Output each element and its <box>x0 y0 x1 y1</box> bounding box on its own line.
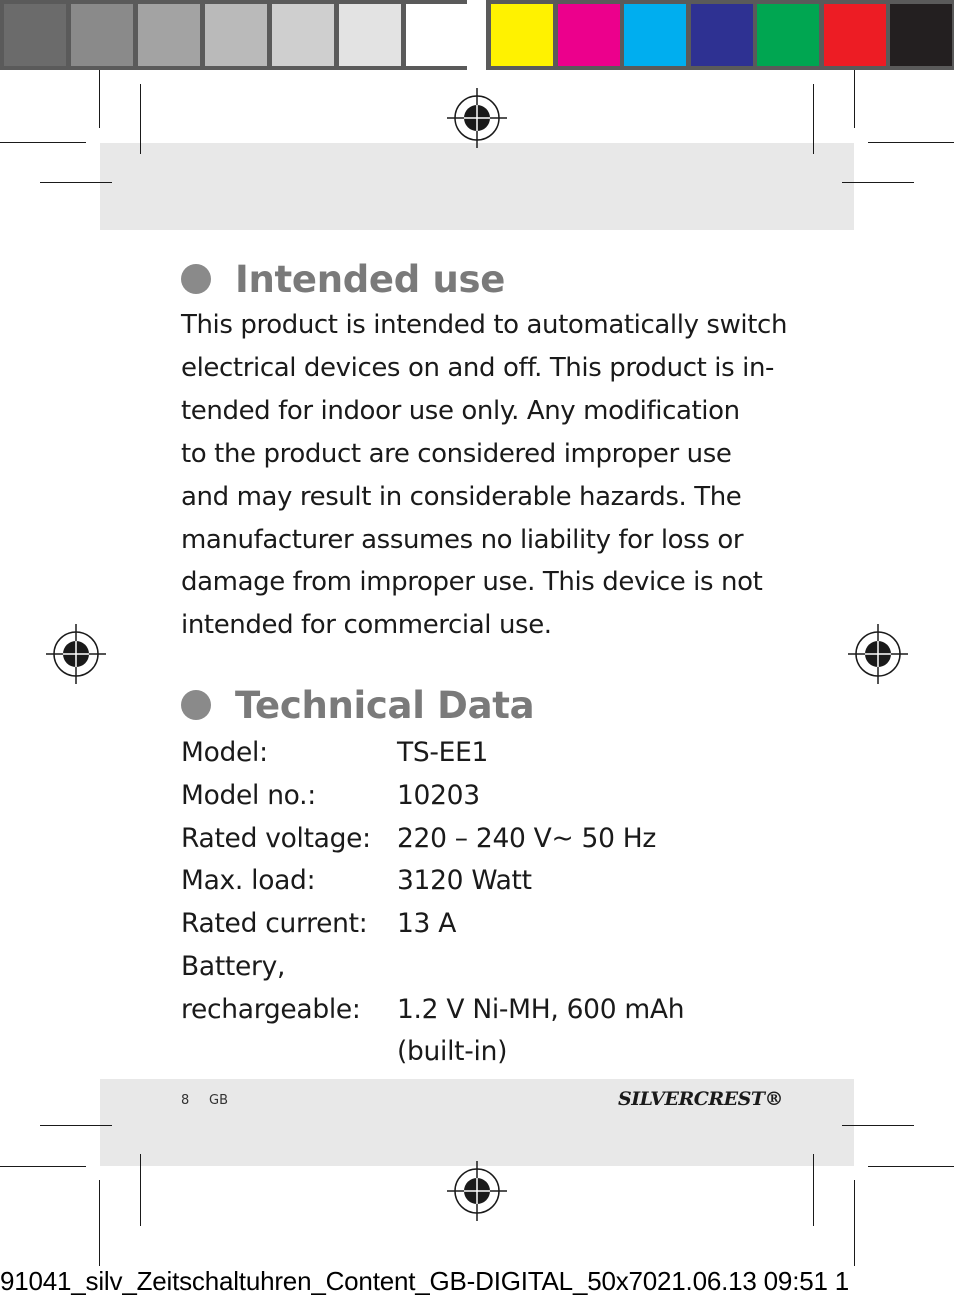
gray-swatch <box>406 4 468 66</box>
technical-data-title: Technical Data <box>235 683 535 727</box>
process-color-swatch <box>757 4 819 66</box>
brand-logo: SILVERCREST® <box>618 1088 783 1110</box>
registration-mark-icon <box>46 624 106 684</box>
crop-mark <box>854 70 855 128</box>
technical-data-heading <box>181 680 534 730</box>
registration-mark-icon <box>447 88 507 148</box>
intended-use-paragraph <box>181 304 788 647</box>
spec-label: Rated voltage: <box>181 823 371 854</box>
crop-mark <box>868 1166 954 1167</box>
spec-value: 13 A <box>397 908 457 939</box>
paragraph-line: and may result in considerable hazards. The <box>181 481 742 512</box>
gray-swatch <box>4 4 66 66</box>
process-color-swatch <box>691 4 753 66</box>
spec-label: Model no.: <box>181 780 316 811</box>
crop-mark <box>40 1125 112 1126</box>
spec-label: rechargeable: <box>181 994 361 1025</box>
section-bullet-icon <box>181 264 211 294</box>
registration-mark-icon <box>447 1161 507 1221</box>
process-color-swatch <box>558 4 620 66</box>
spec-value: (built-in) <box>397 1036 508 1067</box>
crop-mark <box>99 70 100 128</box>
gray-swatch <box>71 4 133 66</box>
crop-mark <box>868 142 954 143</box>
section-bullet-icon <box>181 690 211 720</box>
crop-mark <box>0 1166 86 1167</box>
gray-swatch <box>272 4 334 66</box>
crop-mark <box>140 84 141 154</box>
gray-swatch <box>138 4 200 66</box>
paragraph-line: tended for indoor use only. Any modification <box>181 395 740 426</box>
spec-value: 220 – 240 V~ 50 Hz <box>397 823 657 854</box>
paragraph-line: to the product are considered improper use <box>181 438 732 469</box>
page-number: 8 <box>181 1093 190 1108</box>
process-color-swatch <box>491 4 553 66</box>
crop-mark <box>40 182 112 183</box>
process-color-swatch <box>824 4 886 66</box>
paragraph-line: damage from improper use. This device is not <box>181 567 763 598</box>
crop-mark <box>854 1180 855 1266</box>
paragraph-line: manufacturer assumes no liability for loss or <box>181 524 744 555</box>
print-slug-line: 91041_silv_Zeitschaltuhren_Content_GB-DIGITAL_50x7021.06.13 09:51 1 <box>0 1266 850 1296</box>
spec-value: TS-EE1 <box>397 737 489 768</box>
crop-mark <box>99 1180 100 1266</box>
crop-mark <box>842 182 914 183</box>
registration-mark-icon <box>848 624 908 684</box>
gray-swatch <box>339 4 401 66</box>
intended-use-heading <box>181 254 505 304</box>
spec-label: Max. load: <box>181 865 316 896</box>
spec-value: 3120 Watt <box>397 865 532 896</box>
spec-label: Rated current: <box>181 908 368 939</box>
crop-mark <box>813 84 814 154</box>
gray-swatch <box>205 4 267 66</box>
process-color-swatch <box>624 4 686 66</box>
crop-mark <box>0 142 86 143</box>
crop-mark <box>140 1154 141 1226</box>
intended-use-title: Intended use <box>235 257 506 301</box>
crop-mark <box>813 1154 814 1226</box>
process-color-swatch <box>890 4 952 66</box>
paragraph-line: This product is intended to automatically switch <box>181 310 788 340</box>
header-band <box>100 143 854 230</box>
language-code: GB <box>209 1093 228 1108</box>
paragraph-line: intended for commercial use. <box>181 610 552 641</box>
spec-value: 10203 <box>397 780 480 811</box>
spec-label: Battery, <box>181 951 286 982</box>
spec-label: Model: <box>181 737 268 768</box>
paragraph-line: electrical devices on and off. This product is in- <box>181 352 775 383</box>
spec-value: 1.2 V Ni-MH, 600 mAh <box>397 994 685 1025</box>
crop-mark <box>842 1125 914 1126</box>
